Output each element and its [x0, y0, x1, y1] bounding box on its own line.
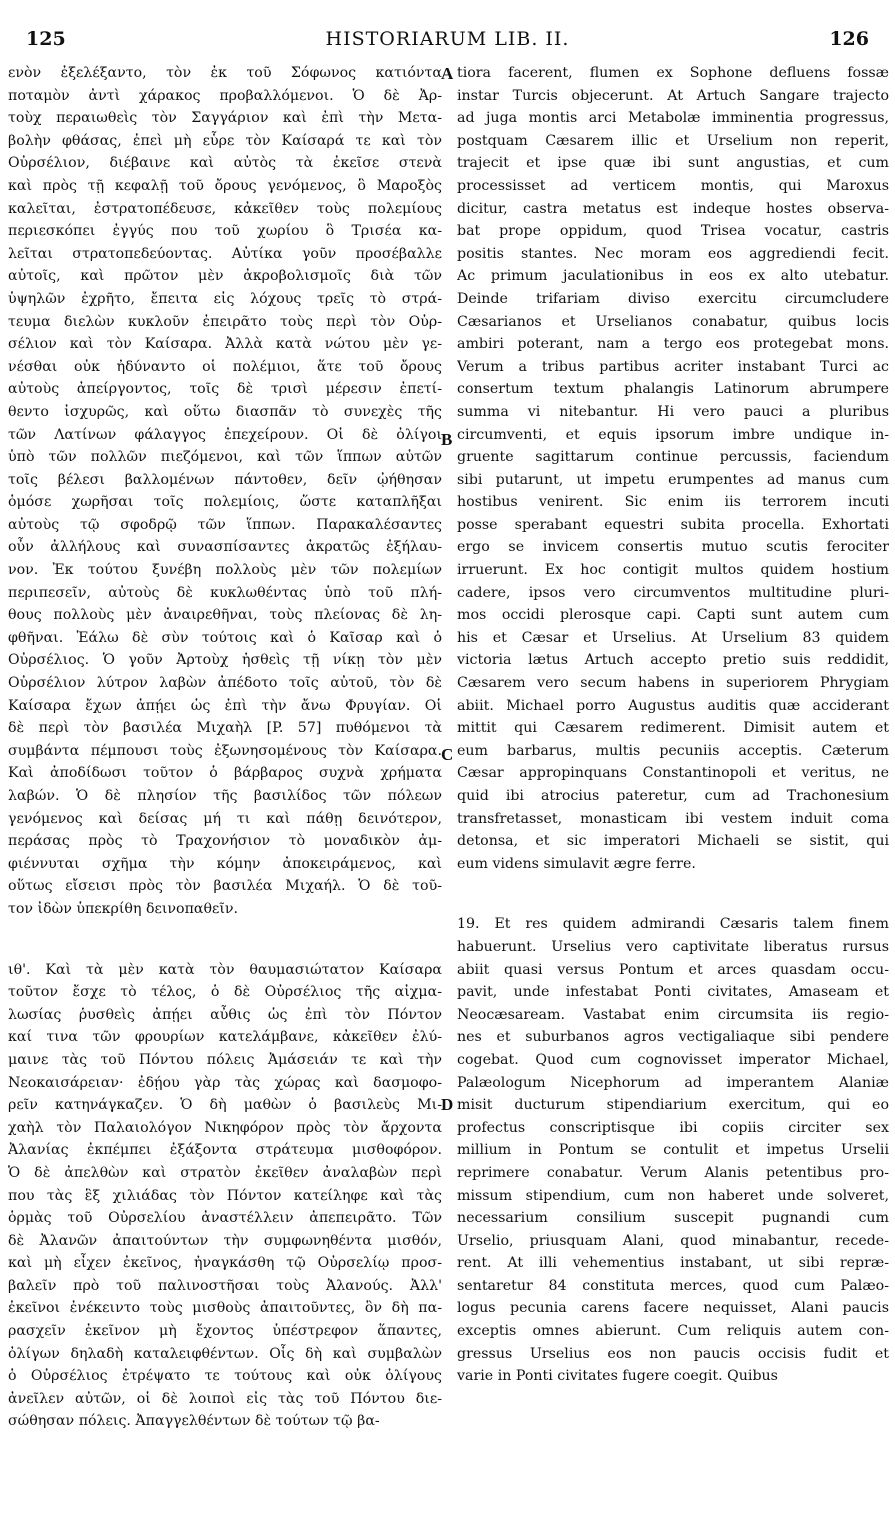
text-line: αὐτοὺς ἀπείργοντος, τοῖς δὲ τρισὶ μέρεσιν ἐπετί- [8, 381, 442, 398]
text-line: misit ducturum stipendiarium exercitum, qui eo [457, 1097, 889, 1114]
greek-text-column [8, 62, 442, 1433]
text-line: ὁρμὰς τοῦ Οὐρσελίου ἀναστέλλειν ἀπεπειρᾶτο. Τῶν [8, 1210, 442, 1227]
text-line: τῶν Λατίνων φάλαγγος ἐπεχείρουν. Οἱ δὲ ὀλίγοι [8, 426, 442, 443]
text-line: posse sperabant equestri subita procella. Exhortati [457, 516, 889, 533]
paragraph-gap [8, 921, 442, 959]
text-line: ὑπὸ τῶν πολλῶν πιεζόμενοι, καὶ τῶν ἵππων αὐτῶν [8, 449, 442, 466]
text-line: ἀνεῖλεν αὐτῶν, οἱ δὲ λοιποὶ εἰς τὰς τοῦ Πόντου διε- [8, 1390, 442, 1407]
text-line: ενὸν ἐξελέξαντο, τὸν ἐκ τοῦ Σόφωνος κατιόντα [8, 65, 442, 81]
text-line: τοῖς βέλεσι βαλλομένων πάντοθεν, δεῖν ᾠήθησαν [8, 471, 442, 488]
text-line: gruente sagittarum continue percussis, faciendum [457, 449, 889, 466]
text-line: logus pecunia carens facere nequisset, Alani paucis [457, 1300, 889, 1317]
text-line: irruerunt. Ex hoc contigit multos quidem hostium [457, 562, 889, 579]
text-line: eum barbarus, multis pecuniis acceptis. Cæterum [457, 742, 889, 759]
text-line: ρεῖν κατηνάγκαζεν. Ὁ δὴ μαθὼν ὁ βασιλεὺς Μι- [8, 1097, 442, 1114]
text-line: trajecit et ipse quæ ibi sunt angustias, et cum [457, 155, 889, 172]
text-line: βαλεῖν πρὸ τοῦ παλινοστῆσαι τοὺς Ἀλανούς. Ἀλλ' [8, 1277, 442, 1294]
text-line: Ἀλανίας ἐκπέμπει ἐξάξοντα στράτευμα μισθοφόρον. [8, 1142, 442, 1159]
text-line: συμβάντα πέμπουσι τοὺς ἐξωνησομένους τὸν Καίσαρα. [8, 742, 442, 759]
text-line: Verum a tribus partibus acriter instabant Turci ac [457, 358, 889, 375]
text-line: ὁ Οὐρσέλιος ἐτρέψατο τε τούτους καὶ οὐκ ὀλίγους [8, 1368, 442, 1385]
text-line: abiit. Michael porro Augustus auditis quæ acciderant [457, 697, 889, 714]
text-line: Ὁ δὲ ἀπελθὼν καὶ στρατὸν ἐκεῖθεν ἀναλαβὼν περὶ [8, 1164, 442, 1181]
text-line: victoria lætus Artuch accepto pretio suis reddidit, [457, 652, 889, 669]
text-line: bat prope oppidum, quod Trisea vocatur, castris [457, 223, 889, 240]
text-line: νον. Ἐκ τούτου ξυνέβη πολλοὺς μὲν τῶν πολεμίων [8, 562, 442, 579]
text-line: τον ἰδὼν ὑπεκρίθη δεινοπαθεῖν. [8, 900, 239, 917]
text-line: cadere, ipsos vero circumventos multitudine pluri- [457, 584, 889, 601]
text-line: σέλιον καὶ τὸν Καίσαρα. Ἀλλὰ κατὰ νώτου μὲν γε- [8, 336, 442, 353]
margin-letter-d: D [441, 1095, 454, 1114]
text-line: sentaretur 84 constituta merces, quod cum Palæo- [457, 1277, 889, 1294]
text-line: θους πολλοὺς μὲν ἀναιρεθῆναι, τοὺς πλείονας δὲ λη- [8, 607, 442, 624]
text-line: detonsa, et sic imperatori Michaeli se sistit, qui [457, 833, 889, 850]
text-line: σώθησαν πόλεις. Ἀπαγγελθέντων δὲ τούτων τῷ βα- [8, 1413, 380, 1430]
text-line: οὕτως εἴσεισι πρὸς τὸν βασιλέα Μιχαήλ. Ὁ δὲ τοῦ- [8, 878, 442, 895]
text-line: τοῦτον ἔσχε τὸ τέλος, ὁ δὲ Οὐρσέλιος τῆς αἰχμα- [8, 984, 442, 1001]
text-line: Νεοκαισάρειαν· ἐδῄου γὰρ τὰς χώρας καὶ δασμοφο- [8, 1074, 442, 1091]
text-line: δὲ περὶ τὸν βασιλέα Μιχαὴλ [P. 57] πυθόμενοι τὰ [8, 720, 442, 737]
text-line: ποταμὸν ἀντὶ χάρακος προβαλλόμενοι. Ὁ δὲ Ἀρ- [8, 87, 442, 104]
text-line: Ac primum jaculationibus in eos ex alto utebatur. [457, 268, 889, 285]
text-line: γενόμενος καὶ δείσας μή τι καὶ πάθῃ δεινότερον, [8, 810, 442, 827]
text-line: mittit qui Cæsarem redimerent. Dimisit autem et [457, 720, 889, 737]
text-line: consertum textum phalangis Latinorum abrumpere [457, 381, 889, 398]
text-line: ergo se invicem consertis mutuo scutis ferociter [457, 539, 889, 556]
text-line: varie in Ponti civitates fugere coegit. Quibus [457, 1368, 778, 1385]
text-line: χαὴλ τὸν Παλαιολόγον Νικηφόρον πρὸς τὸν ἄρχοντα [8, 1119, 442, 1136]
text-line: quid ibi atrocius pateretur, cum ad Trachonesium [457, 788, 889, 804]
text-line: οὖν ἀλλήλους καὶ συνασπίσαντες ἀκρατῶς ἐξήλαυ- [8, 539, 442, 556]
latin-text-column [457, 62, 889, 1388]
text-line: περιεσκόπει ἐγγύς που τοῦ χωρίου ὃ Τρισέα κα- [8, 223, 442, 240]
text-line: circumventi, et equis ipsorum imbre undique in- [457, 426, 889, 443]
margin-letter-a: A [441, 64, 454, 83]
text-line: ἐκεῖνοι ἐνέκειντο τοὺς μισθοὺς ἀπαιτοῦντες, ὃν δὴ πα- [8, 1300, 442, 1317]
text-line: αὐτοὺς τῷ σφοδρῷ τῶν ἵππων. Παρακαλέσαντες [8, 516, 442, 533]
text-line: nes et suburbanos agros vectigaliaque sibi pendere [457, 1029, 889, 1046]
text-line: necessarium consilium suscepit pugnandi cum [457, 1210, 889, 1227]
text-line: τοὺχ περαιωθεὶς τὸν Σαγγάριον καὶ ἐπὶ τὴν Μετα- [8, 110, 442, 127]
running-title: HISTORIARUM LIB. II. [325, 28, 570, 50]
text-line: instar Turcis objecerunt. At Artuch Sangare trajecto [457, 87, 889, 104]
text-line: περάσας πρὸς τὸ Τραχονήσιον τὸ μοναδικὸν ἀμ- [8, 833, 442, 850]
text-line: θεντο ἰσχυρῶς, καὶ οὕτω διασπᾶν τὸ συνεχὲς τῆς [8, 403, 442, 420]
text-line: tiora facerent, flumen ex Sophone defluens fossæ [457, 65, 889, 81]
text-line: profectus conscriptisque ibi copiis circiter sex [457, 1119, 889, 1136]
text-line: Cæsarem vero secum habens in superiorem Phrygiam [457, 675, 889, 692]
text-line: abiit quasi versus Pontum et arces quasdam occu- [457, 961, 889, 978]
text-line: hostibus venirent. Sic enim iis terrorem incuti [457, 494, 889, 511]
text-line: ad juga montis arci Metabolæ imminentia progressus, [457, 110, 889, 127]
text-line: cogebat. Quod cum cognovisset imperator Michael, [457, 1051, 889, 1068]
margin-letter-b: B [441, 430, 453, 449]
text-line: 19. Et res quidem admirandi Cæsaris talem finem [457, 916, 889, 933]
text-line: rent. At illi vehementius instabant, ut sibi repræ- [457, 1255, 889, 1272]
text-line: missum stipendium, cum non haberet unde solveret, [457, 1187, 889, 1204]
text-line: Οὐρσέλιον, διέβαινε καὶ αὐτὸς τὰ ἐκεῖσε στενὰ [8, 155, 442, 172]
text-line: Cæsar appropinquans Constantinopoli et veritus, ne [457, 765, 889, 782]
text-line: mos occidi plerosque capi. Capti sunt autem cum [457, 607, 889, 624]
text-line: δὲ Ἀλανῶν ἀπαιτούντων τὴν συμφωνηθέντα μισθόν, [8, 1232, 442, 1249]
text-line: ιθ'. Καὶ τὰ μὲν κατὰ τὸν θαυμασιώτατον Καίσαρα [8, 961, 442, 978]
text-line: ὀλίγων δηλαδὴ καταλειφθέντων. Οἷς δὴ καὶ συμβαλὼν [8, 1345, 442, 1362]
text-line: summa vi nitebantur. Hi vero pauci a pluribus [457, 403, 889, 420]
text-line: καὶ πρὸς τῇ κεφαλῇ τοῦ ὄρους γενόμενος, ὃ Μαροξὸς [8, 177, 442, 194]
text-line: Οὐρσέλιον λύτρον λαβὼν ἀπέδοτο τοῖς αὐτοῦ, τὸν δὲ [8, 675, 442, 692]
text-line: τευμα διελὼν κυκλοῦν ἐπειρᾶτο τοὺς περὶ τὸν Οὐρ- [8, 313, 442, 330]
text-line: sibi putarunt, ut impetu erumpentes ad manus cum [457, 471, 889, 488]
text-line: βολὴν φθάσας, ἐπεὶ μὴ εὗρε τὸν Καίσαρά τε καὶ τὸν [8, 132, 442, 149]
paragraph-gap [457, 875, 889, 913]
text-line: λαβών. Ὁ δὲ πλησίον τῆς βασιλίδος τῶν πόλεων [8, 788, 442, 804]
text-line: λεῖται στρατοπεδεύοντας. Αὐτίκα γοῦν προσέβαλλε [8, 245, 442, 262]
text-line: φθῆναι. Ἑάλω δὲ σὺν τούτοις καὶ ὁ Καῖσαρ καὶ ὁ [8, 629, 442, 646]
text-line: καί τινα τῶν φρουρίων κατελάμβανε, κἀκεῖθεν ἐλύ- [8, 1029, 442, 1046]
text-line: καλεῖται, ἐστρατοπέδευσε, κἀκεῖθεν τοὺς πολεμίους [8, 200, 442, 217]
text-line: reprimere conabatur. Verum Alanis petentibus pro- [457, 1164, 889, 1181]
text-line: Καὶ ἀποδίδωσι τοῦτον ὁ βάρβαρος συχνὰ χρήματα [8, 765, 442, 782]
text-line: φιέννυται σχῆμα τὴν κόμην ἀποκειράμενος, καὶ [8, 855, 442, 872]
margin-letter-c: C [441, 745, 454, 764]
text-line: eum videns simulavit ægre ferre. [457, 855, 696, 872]
text-line: ambiri poterant, nam a tergo eos protegebat mons. [457, 336, 889, 353]
text-line: millium in Pontum se contulit et impetus Urselii [457, 1142, 889, 1159]
text-line: που τὰς ἓξ χιλιάδας τὸν Πόντον κατείληφε καὶ τὰς [8, 1187, 442, 1204]
left-page-number: 125 [26, 28, 66, 50]
right-page-number: 126 [829, 28, 869, 50]
text-line: transfretasset, monasticam ibi vestem induit coma [457, 810, 889, 827]
text-line: dicitur, castra metatus est indeque hostes observa- [457, 200, 889, 217]
text-line: ρασχεῖν ἐκεῖνον μὴ ἔχοντος ὑπέστρεφον ἅπαντες, [8, 1323, 442, 1340]
text-line: habuerunt. Urselius vero captivitate liberatus rursus [457, 938, 889, 955]
text-line: καὶ μὴ εἶχεν ἐκεῖνος, ἠναγκάσθη τῷ Οὐρσελίῳ προσ- [8, 1255, 442, 1272]
text-line: περιπεσεῖν, αὐτοὺς δὲ κυκλωθέντας ὑπὸ τοῦ πλή- [8, 584, 442, 601]
text-line: positis stantes. Nec moram eos aggrediendi fecit. [457, 245, 889, 262]
text-line: Cæsarianos et Urselianos conabatur, quibus locis [457, 313, 889, 330]
text-line: Palæologum Nicephorum ad imperantem Alaniæ [457, 1074, 889, 1091]
text-line: Neocæsaream. Vastabat enim circumsita iis regio- [457, 1006, 889, 1023]
text-line: νέσθαι οὐκ ἠδύναντο οἱ πολέμιοι, ἅτε τοῦ ὄρους [8, 358, 442, 375]
text-line: postquam Cæsarem illic et Urselium non reperit, [457, 132, 889, 149]
text-line: his et Cæsar et Urselius. At Urselium 83 quidem [457, 629, 889, 646]
text-line: pavit, unde infestabat Ponti civitates, Amaseam et [457, 984, 889, 1001]
text-line: gressus Urselius eos non paucis occisis fudit et [457, 1345, 889, 1362]
text-line: exceptis omnes abierunt. Cum reliquis autem con- [457, 1323, 889, 1340]
running-header [26, 28, 869, 54]
text-line: λωσίας ῥυσθεὶς ἀπῄει αὖθις ὡς ἐπὶ τὸν Πόντον [8, 1006, 442, 1023]
text-line: Urselio, priusquam Alani, quod minabantur, recede- [457, 1232, 889, 1249]
text-line: μαινε τὰς τοῦ Πόντου πόλεις Ἀμάσειάν τε καὶ τὴν [8, 1051, 442, 1068]
text-line: ὑψηλῶν ἐχρῆτο, ἔπειτα εἰς λόχους τρεῖς τὸ στρά- [8, 290, 442, 307]
text-line: Καίσαρα ἔχων ἀπῄει ὡς ἐπὶ τὴν ἄνω Φρυγίαν. Οἱ [8, 697, 442, 714]
text-line: ὁμόσε χωρῆσαι τοῖς πολεμίοις, ὥστε καταπλῆξαι [8, 494, 442, 511]
text-line: αὐτοῖς, καὶ πρῶτον μὲν ἀκροβολισμοῖς διὰ τῶν [8, 268, 442, 285]
text-line: processisset ad verticem montis, qui Maroxus [457, 177, 889, 194]
text-line: Deinde trifariam diviso exercitu circumcludere [457, 290, 889, 307]
text-line: Οὐρσέλιος. Ὁ γοῦν Ἀρτοὺχ ἡσθεὶς τῇ νίκῃ τὸν μὲν [8, 652, 442, 669]
